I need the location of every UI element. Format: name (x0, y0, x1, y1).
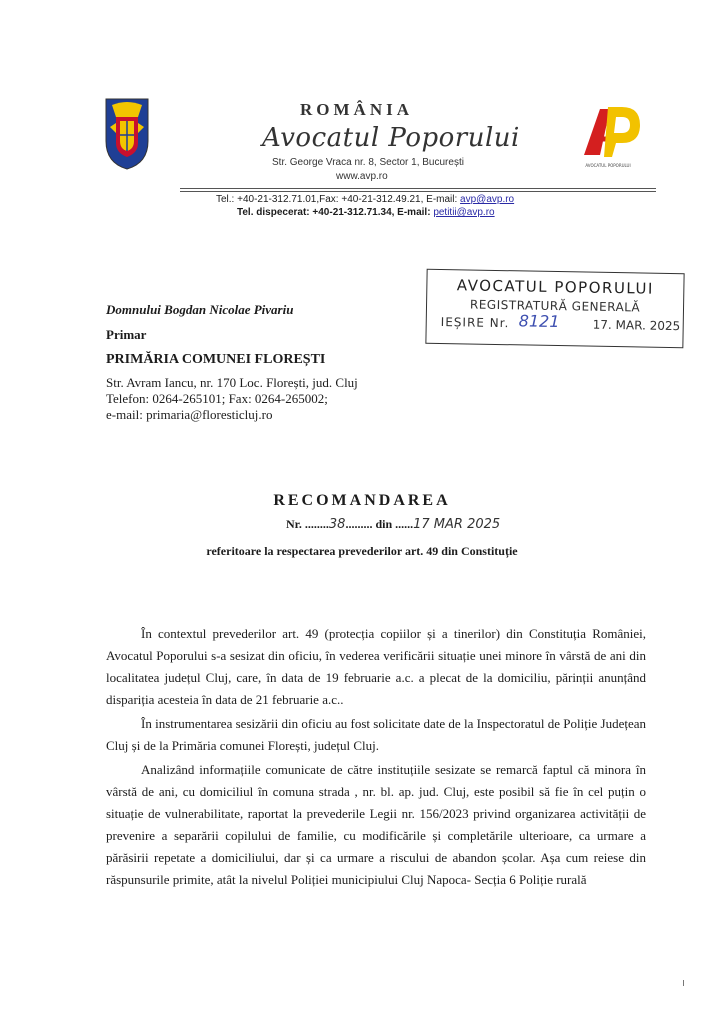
recipient-name: Domnului Bogdan Nicolae Pivariu (106, 302, 294, 317)
stamp-number: 8121 (518, 311, 560, 332)
recipient-phone: Telefon: 0264-265101; Fax: 0264-265002; (106, 391, 328, 406)
header-contact-line: Tel.: +40-21-312.71.01,Fax: +40-21-312.49.21, E-mail: avp@avp.ro (216, 194, 515, 205)
recommendation-number: 38 (328, 517, 346, 532)
recipient-org: PRIMĂRIA COMUNEI FLOREȘTI (106, 352, 326, 367)
header-country: ROMÂNIA (300, 100, 413, 119)
avp-logo-text: AVOCATUL POPORULUI (585, 163, 631, 168)
recipient-role: Primar (106, 327, 147, 342)
header-institution: Avocatul Poporului (262, 123, 520, 153)
paragraph: Analizând informațiile comunicate de către instituțiile sesizate se remarcă faptul că minora în vârstă de ani, cu domiciliul în comuna strada , nr. bl. ap. jud. Cluj, este posibil să fie în cel puțin o situație de vulnerabilitate, raportat la prevederile Legii nr. 156/2023 privind organizarea activității de prevenire a separării copilului de familie, cu modificările și completările ulterioare, ca urmare a părăsirii repetate a domiciliului, dar și ca urmare a riscului de abandon școlar. Așa cum reiese din răspunsurile primite, atât la nivelul Poliției municipiului Cluj Napoca- Secția 6 Poliție rurală (106, 762, 646, 887)
paragraph: În contextul prevederilor art. 49 (protecția copiilor și a tinerilor) din Constituția României, Avocatul Poporului s-a sesizat din oficiu, în vederea verificării situație unei minore în vârstă de ani din localitatea județul Cluj, care, în data de 19 februarie a.c. a plecat de la domiciliu, părinții anunțând dispariția acesteia în data de 21 februarie a.c.. (106, 626, 646, 707)
registry-stamp (425, 269, 684, 348)
stamp-title: AVOCATUL POPORULUI (456, 276, 655, 298)
body-text (106, 623, 646, 893)
header-rule (180, 191, 656, 192)
document-subtitle: referitoare la respectarea prevederilor art. 49 din Constituție (206, 544, 518, 558)
avp-logo-icon (570, 99, 646, 173)
paragraph: În instrumentarea sesizării din oficiu au fost solicitate date de la Inspectoratul de Poliție Județean Cluj și de la Primăria comunei Florești, județul Cluj. (106, 716, 646, 753)
header-rule (180, 188, 656, 189)
email-link[interactable]: petitii@avp.ro (433, 207, 495, 218)
recipient-address: Str. Avram Iancu, nr. 170 Loc. Florești, jud. Cluj (106, 375, 358, 390)
header-address: Str. George Vraca nr. 8, Sector 1, București (272, 157, 464, 168)
coat-of-arms-icon (104, 97, 150, 171)
recipient-email: e-mail: primaria@floresticluj.ro (106, 407, 273, 422)
page-mark (683, 980, 684, 986)
stamp-exit-label: IEȘIRE Nr. (440, 315, 510, 331)
stamp-registry: REGISTRATURĂ GENERALĂ (469, 297, 641, 315)
recommendation-date: 17 MAR 2025 (413, 517, 501, 532)
header-contact-line: Tel. dispecerat: +40-21-312.71.34, E-mail: petitii@avp.ro (237, 207, 495, 218)
header-website: www.avp.ro (336, 171, 388, 182)
email-link[interactable]: avp@avp.ro (460, 194, 515, 205)
recipient-contact (106, 375, 358, 423)
document-title: RECOMANDAREA (273, 492, 451, 509)
recommendation-number-line: Nr. ........38......... din ......17 MAR 2025 (286, 517, 501, 532)
stamp-date: 17. MAR. 2025 (592, 317, 681, 334)
